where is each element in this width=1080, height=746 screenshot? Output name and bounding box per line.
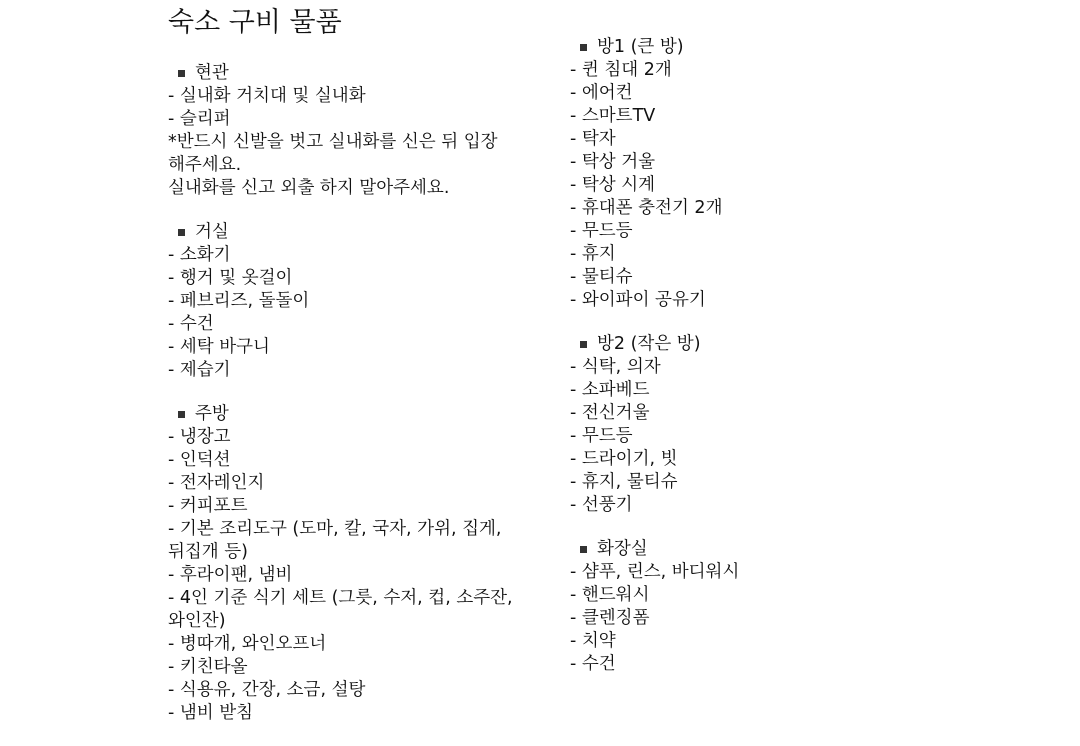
section-bathroom: [570, 538, 739, 676]
list-item: - 4인 기준 식기 세트 (그릇, 수저, 컵, 소주잔,: [168, 588, 513, 608]
list-item: - 물티슈: [570, 267, 633, 287]
note-text: 실내화를 신고 외출 하지 말아주세요.: [168, 178, 450, 198]
list-item: - 선풍기: [570, 495, 633, 515]
section-heading: [570, 538, 739, 561]
note-text: 해주세요.: [168, 155, 242, 175]
list-item: 뒤집개 등): [168, 542, 249, 562]
list-item: - 실내화 거치대 및 실내화: [168, 86, 366, 106]
list-item: - 휴대폰 충전기 2개: [570, 198, 723, 218]
left-column: [168, 62, 513, 746]
list-item: - 페브리즈, 돌돌이: [168, 291, 310, 311]
list-item: - 전자레인지: [168, 473, 265, 493]
section-title: 화장실: [597, 539, 648, 559]
section-room2: [570, 333, 739, 517]
list-item: - 소파베드: [570, 380, 650, 400]
list-item: - 퀸 침대 2개: [570, 60, 672, 80]
list-item: - 식용유, 간장, 소금, 설탕: [168, 680, 366, 700]
section-kitchen: [168, 403, 513, 725]
list-item: - 행거 및 옷걸이: [168, 268, 293, 288]
page-title: 숙소 구비 물품: [168, 7, 342, 38]
section-heading: [168, 221, 513, 244]
section-heading: [168, 403, 513, 426]
section-title: 방1 (큰 방): [597, 37, 684, 57]
right-column: [570, 36, 739, 697]
section-heading: [570, 333, 739, 356]
list-item: - 클렌징폼: [570, 608, 650, 628]
list-item: - 무드등: [570, 221, 633, 241]
list-item: - 커피포트: [168, 496, 248, 516]
list-item: - 와이파이 공유기: [570, 290, 706, 310]
section-entrance: [168, 62, 513, 200]
list-item: - 샴푸, 린스, 바디워시: [570, 562, 740, 582]
list-item: - 탁자: [570, 129, 616, 149]
section-title: 거실: [195, 222, 229, 242]
list-item: - 병따개, 와인오프너: [168, 634, 327, 654]
square-bullet-icon: [178, 411, 185, 418]
square-bullet-icon: [178, 70, 185, 77]
list-item: - 기본 조리도구 (도마, 칼, 국자, 가위, 집게,: [168, 519, 502, 539]
list-item: - 드라이기, 빗: [570, 449, 678, 469]
list-item: - 키친타올: [168, 657, 248, 677]
section-heading: [168, 62, 513, 85]
square-bullet-icon: [178, 229, 185, 236]
list-item: - 무드등: [570, 426, 633, 446]
section-title: 방2 (작은 방): [597, 334, 701, 354]
list-item: - 후라이팬, 냄비: [168, 565, 293, 585]
list-item: - 냄비 받침: [168, 703, 254, 723]
list-item: - 휴지, 물티슈: [570, 472, 678, 492]
list-item: - 수건: [168, 314, 214, 334]
section-heading: [570, 36, 739, 59]
list-item: - 핸드워시: [570, 585, 650, 605]
section-room1: [570, 36, 739, 312]
list-item: - 슬리퍼: [168, 109, 231, 129]
list-item: - 휴지: [570, 244, 616, 264]
list-item: - 수건: [570, 654, 616, 674]
list-item: - 탁상 시계: [570, 175, 656, 195]
square-bullet-icon: [580, 44, 587, 51]
list-item: - 에어컨: [570, 83, 633, 103]
section-living-room: [168, 221, 513, 382]
square-bullet-icon: [580, 546, 587, 553]
square-bullet-icon: [580, 341, 587, 348]
list-item: - 냉장고: [168, 427, 231, 447]
list-item: - 탁상 거울: [570, 152, 656, 172]
section-title: 주방: [195, 404, 229, 424]
list-item: - 세탁 바구니: [168, 337, 270, 357]
list-item: - 소화기: [168, 245, 231, 265]
note-text: *반드시 신발을 벗고 실내화를 신은 뒤 입장: [168, 132, 498, 152]
list-item: - 인덕션: [168, 450, 231, 470]
list-item: - 전신거울: [570, 403, 650, 423]
list-item: - 제습기: [168, 360, 231, 380]
list-item: 와인잔): [168, 611, 226, 631]
list-item: - 치약: [570, 631, 616, 651]
section-title: 현관: [195, 63, 229, 83]
list-item: - 식탁, 의자: [570, 357, 661, 377]
list-item: - 스마트TV: [570, 106, 656, 126]
